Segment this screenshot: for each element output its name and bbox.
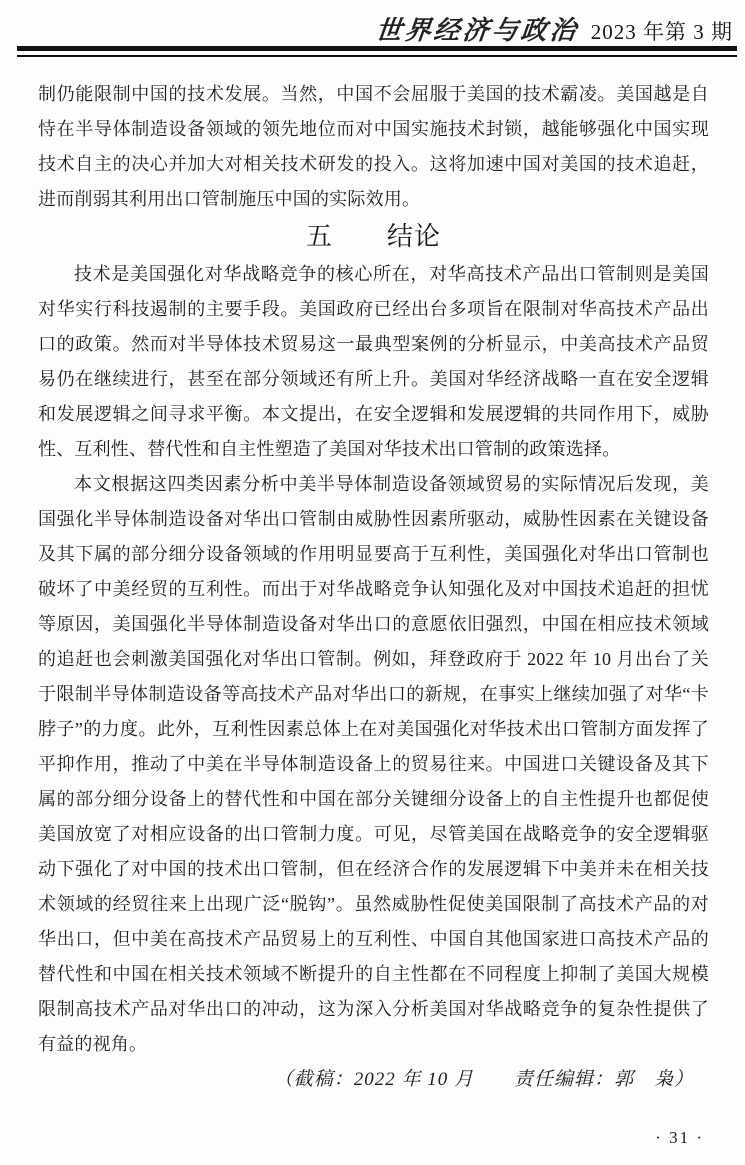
closing-note: （截稿：2022 年 10 月 责任编辑：郭 枭） [273,1069,694,1090]
issue-label: 2023 年第 3 期 [590,20,733,44]
header-rule-thin [17,55,737,57]
section-heading-conclusion: 五 结论 [305,222,441,251]
page-header [0,10,733,47]
conclusion-paragraph-2: 本文根据这四类因素分析中美半导体制造设备领域贸易的实际情况后发现，美国强化半导体制造设备对华出口管制由威胁性因素所驱动，威胁性因素在关键设备及其下属的部分细分设备领域的作用明显要高于互利性，美国强化对华出口管制也破坏了中美经贸的互利性。而出于对华战略竞争认知强化及对中国技术追赶的担忧等原因，美国强化半导体制造设备对华出口的意愿依旧强烈，中国在相应技术领域的追赶也会刺激美国强化对华出口管制。例如，拜登政府于 2022 年 10 月出台了关于限制半导体制造设备等高技术产品对华出口的新规，在事实上继续加强了对华“卡脖子”的力度。此外，互利性因素总体上在对美国强化对华技术出口管制方面发挥了平抑作用，推动了中美在半导体制造设备上的贸易往来。中国进口关键设备及其下属的部分细分设备上的替代性和中国在部分关键细分设备上的自主性提升也都促使美国放宽了对相应设备的出口管制力度。可见，尽管美国在战略竞争的安全逻辑驱动下强化了对中国的技术出口管制，但在经济合作的发展逻辑下中美并未在相关技术领域的经贸往来上出现广泛“脱钩”。虽然威胁性促使美国限制了高技术产品的对华出口，但中美在高技术产品贸易上的互利性、中国自其他国家进口高技术产品的替代性和中国在相关技术领域不断提升的自主性都在不同程度上抑制了美国大规模限制高技术产品对华出口的冲动，这为深入分析美国对华战略竞争的复杂性提供了有益的视角。 [38,474,709,1054]
journal-name-calligraphy: 世界经济与政治 [374,16,581,45]
conclusion-paragraph-1: 技术是美国强化对华战略竞争的核心所在，对华高技术产品出口管制则是美国对华实行科技遏制的主要手段。美国政府已经出台多项旨在限制对华高技术产品出口的政策。然而对半导体技术贸易这一最典型案例的分析显示，中美高技术产品贸易仍在继续进行，甚至在部分领域还有所上升。美国对华经济战略一直在安全逻辑和发展逻辑之间寻求平衡。本文提出，在安全逻辑和发展逻辑的共同作用下，威胁性、互利性、替代性和自主性塑造了美国对华技术出口管制的政策选择。 [38,264,709,459]
continued-paragraph: 制仍能限制中国的技术发展。当然，中国不会屈服于美国的技术霸凌。美国越是自恃在半导体制造设备领域的领先地位而对中国实施技术封锁，越能够强化中国实现技术自主的决心并加大对相关技术研发的投入。这将加速中国对美国的技术追赶，进而削弱其利用出口管制施压中国的实际效用。 [38,84,709,209]
page-number: · 31 · [655,1128,704,1147]
header-rule-thick [17,46,737,51]
article-body [38,77,709,1097]
